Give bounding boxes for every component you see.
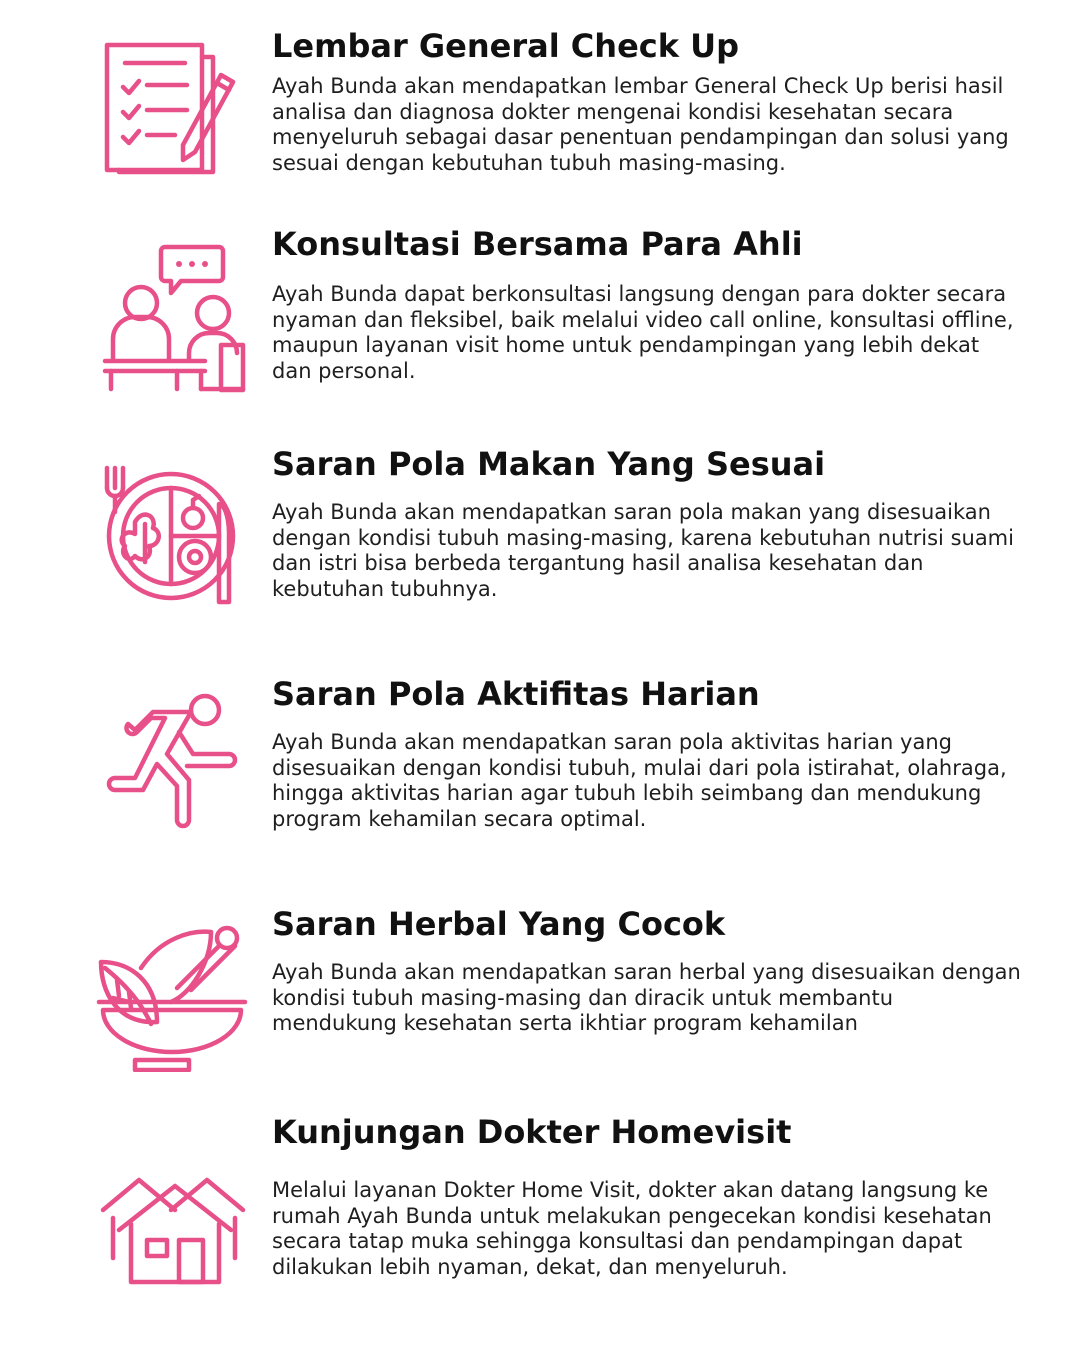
feature-title: Kunjungan Dokter Homevisit (272, 1113, 792, 1151)
running-person-icon (95, 692, 255, 842)
feature-title: Konsultasi Bersama Para Ahli (272, 225, 803, 263)
feature-description: Ayah Bunda akan mendapatkan saran pola makan yang disesuaikan dengan kondisi tubuh masing-masing, karena kebutuhan nutrisi suami dan istri bisa berbeda tergantung hasil analisa kesehatan dan kebutuhan tubuhnya. (272, 500, 1014, 601)
feature-description: Ayah Bunda dapat berkonsultasi langsung dengan para dokter secara nyaman dan fleksibel, baik melalui video call online, konsultasi offline, maupun layanan visit home untuk pendampingan yang lebih dekat dan personal. (272, 282, 1014, 383)
feature-description: Ayah Bunda akan mendapatkan lembar General Check Up berisi hasil analisa dan diagnosa dokter mengenai kondisi kesehatan secara menyeluruh sebagai dasar penentuan pendampingan dan solusi yang sesuai dengan kebutuhan tubuh masing-masing. (272, 74, 1009, 175)
home-visit-icon (95, 1172, 255, 1322)
feature-title: Saran Pola Aktifitas Harian (272, 675, 760, 713)
feature-title: Saran Pola Makan Yang Sesuai (272, 445, 826, 483)
feature-description: Ayah Bunda akan mendapatkan saran herbal yang disesuaikan dengan kondisi tubuh masing-masing dan diracik untuk membantu mendukung kesehatan serta ikhtiar program kehamilan (272, 960, 1021, 1035)
consultation-icon (95, 243, 255, 393)
herbal-mortar-icon (95, 922, 255, 1072)
feature-title: Saran Herbal Yang Cocok (272, 905, 726, 943)
feature-description: Melalui layanan Dokter Home Visit, dokter akan datang langsung ke rumah Ayah Bunda untuk melakukan pengecekan kondisi kesehatan secara tatap muka sehingga konsultasi dan pendampingan dapat dilakukan lebih nyaman, dekat, dan menyeluruh. (272, 1178, 992, 1279)
feature-title: Lembar General Check Up (272, 27, 740, 65)
diet-plate-icon (95, 462, 255, 612)
feature-description: Ayah Bunda akan mendapatkan saran pola aktivitas harian yang disesuaikan dengan kondisi tubuh, mulai dari pola istirahat, olahraga, hingga aktivitas harian agar tubuh lebih seimbang dan mendukung program kehamilan secara optimal. (272, 730, 1007, 831)
checklist-pencil-icon (95, 35, 255, 185)
